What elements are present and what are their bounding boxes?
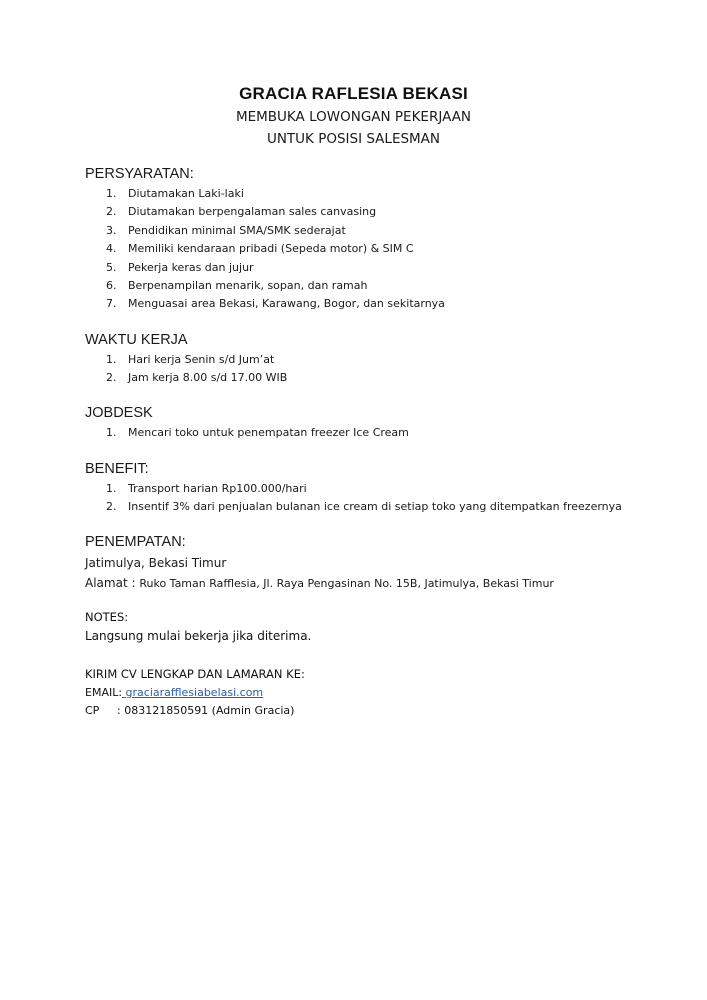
cp-label: CP [85,704,100,717]
address-label: Alamat : [85,576,136,590]
cp-value: : 083121850591 (Admin Gracia) [117,704,295,717]
email-label: EMAIL: [85,686,123,699]
address-value: Ruko Taman Rafflesia, Jl. Raya Pengasinan No. 15B, Jatimulya, Bekasi Timur [139,577,554,590]
benefit-section [85,458,685,517]
notes-heading: NOTES: [85,610,129,624]
placement-section [85,531,685,593]
vacancy-subtitle: MEMBUKA LOWONGAN PEKERJAAN [235,109,472,125]
email-link[interactable]: graciarafflesiabelasi.com [122,686,264,699]
list-item: 6. Berpenampilan menarik, sopan, dan ramah [106,278,368,292]
list-item: 7. Menguasai area Bekasi, Karawang, Bogor, dan sekitarnya [106,297,445,311]
requirements-list [85,185,685,314]
contact-person-row [85,702,685,720]
jobdesk-section [85,402,685,442]
work-hours-list [85,351,685,388]
placement-location: Jatimulya, Bekasi Timur [85,556,227,570]
list-item: 2. Jam kerja 8.00 s/d 17.00 WIB [106,371,288,385]
list-item: 1. Hari kerja Senin s/d Jum’at [106,353,275,366]
notes-text: Langsung mulai bekerja jika diterima. [85,629,312,643]
work-hours-heading: WAKTU KERJA [85,332,188,348]
list-item: 2. Insentif 3% dari penjualan bulanan ice cream di setiap toko yang ditempatkan freezernya [106,500,622,514]
position-subtitle: UNTUK POSISI SALESMAN [266,131,441,147]
work-hours-section [85,329,685,388]
requirements-section [85,163,685,314]
list-item: 5. Pekerja keras dan jujur [106,260,254,274]
company-title: GRACIA RAFLESIA BEKASI [239,84,468,103]
list-item: 1. Mencari toko untuk penempatan freezer Ice Cream [106,426,409,439]
list-item: 4. Memiliki kendaraan pribadi (Sepeda motor) & SIM C [106,242,414,256]
notes-section [85,608,685,646]
jobdesk-heading: JOBDESK [85,405,153,421]
list-item: 1. Diutamakan Laki-laki [106,187,244,200]
list-item: 3. Pendidikan minimal SMA/SMK sederajat [106,223,346,237]
list-item: 2. Diutamakan berpengalaman sales canvasing [106,205,377,219]
placement-heading: PENEMPATAN: [85,534,186,550]
list-item: 1. Transport harian Rp100.000/hari [106,482,307,495]
benefit-list [85,480,685,517]
benefit-heading: BENEFIT: [85,461,149,477]
placement-address [85,573,685,593]
email-row [85,684,685,702]
contact-heading: KIRIM CV LENGKAP DAN LAMARAN KE: [85,667,305,681]
contact-section [85,665,685,720]
jobdesk-list [85,424,685,442]
requirements-heading: PERSYARATAN: [85,166,194,182]
